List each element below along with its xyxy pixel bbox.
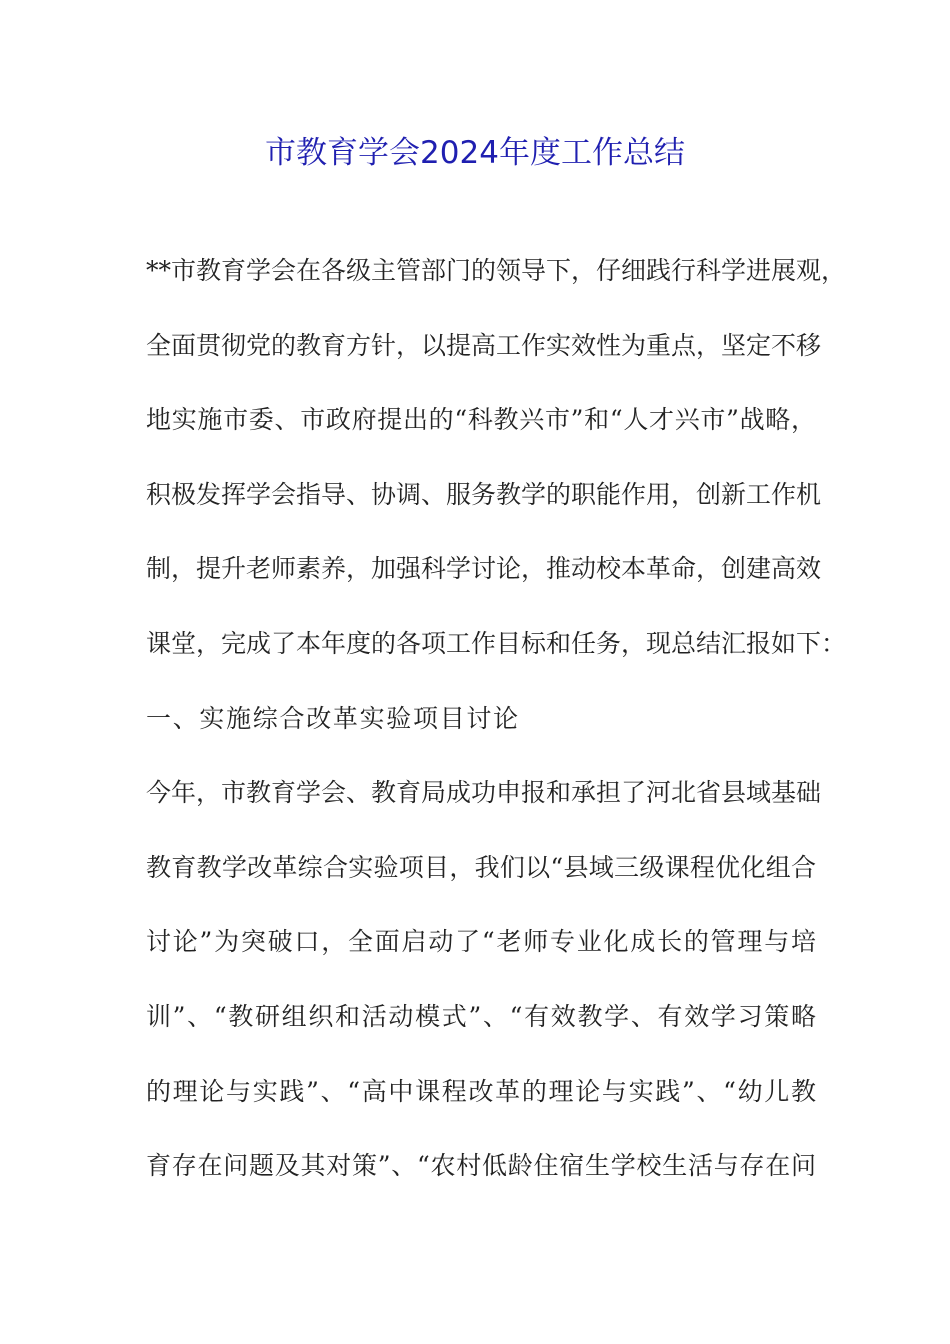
body-line: 教育教学改革综合实验项目，我们以“县域三级课程优化组合 xyxy=(146,852,816,882)
body-line: 积极发挥学会指导、协调、服务教学的职能作用，创新工作机 xyxy=(146,479,822,509)
document-body xyxy=(146,251,847,1221)
body-line: 讨论”为突破口，全面启动了“老师专业化成长的管理与培 xyxy=(146,927,816,957)
body-line: 的理论与实践”、“高中课程改革的理论与实践”、“幼儿教 xyxy=(146,1076,816,1106)
body-line: 今年，市教育学会、教育局成功申报和承担了河北省县域基础 xyxy=(146,778,822,808)
body-line: 地实施市委、市政府提出的“科教兴市”和“人才兴市”战略， xyxy=(146,405,816,435)
body-line: 训”、“教研组织和活动模式”、“有效教学、有效学习策略 xyxy=(146,1001,816,1031)
document-title: 市教育学会2024年度工作总结 xyxy=(265,135,685,171)
body-line: 课堂，完成了本年度的各项工作目标和任务，现总结汇报如下： xyxy=(146,628,847,658)
section-heading: 一、实施综合改革实验项目讨论 xyxy=(146,703,520,733)
body-line: 制，提升老师素养，加强科学讨论，推动校本革命，创建高效 xyxy=(146,554,822,584)
body-line: 育存在问题及其对策”、“农村低龄住宿生学校生活与存在问 xyxy=(146,1151,816,1181)
body-line: 全面贯彻党的教育方针，以提高工作实效性为重点，坚定不移 xyxy=(146,330,822,360)
body-line: **市教育学会在各级主管部门的领导下，仔细践行科学进展观， xyxy=(146,256,847,285)
